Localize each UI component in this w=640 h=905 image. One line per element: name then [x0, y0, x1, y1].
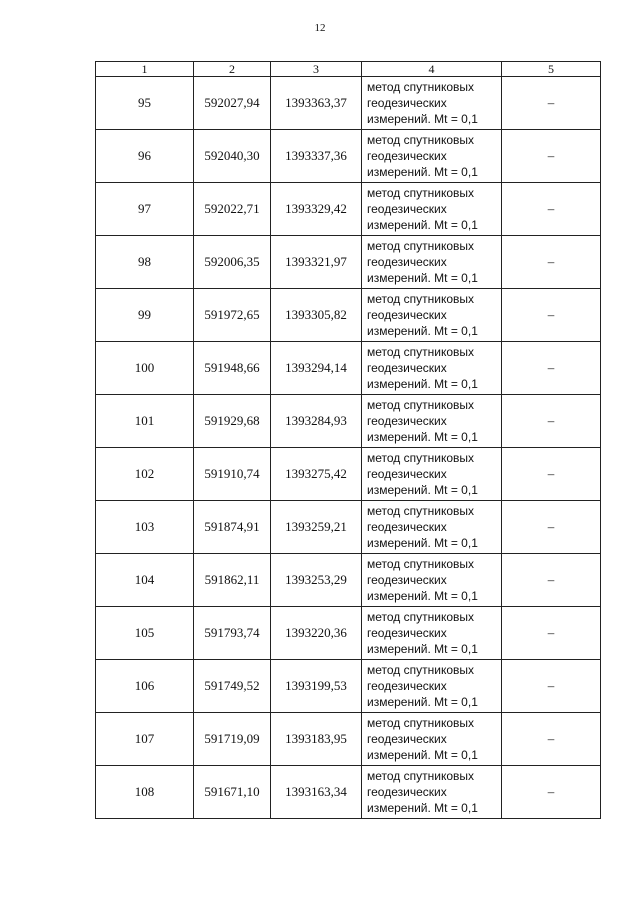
method-text-line: измерений. Mt = 0,1 — [367, 165, 478, 179]
method-text-line: измерений. Mt = 0,1 — [367, 218, 478, 232]
y-coordinate-cell: 1393329,42 — [271, 183, 362, 236]
y-coordinate-cell: 1393253,29 — [271, 554, 362, 607]
x-coordinate-cell: 591862,11 — [194, 554, 271, 607]
y-coordinate-cell: 1393284,93 — [271, 395, 362, 448]
method-text-line: измерений. Mt = 0,1 — [367, 748, 478, 762]
note-cell: – — [502, 448, 601, 501]
x-coordinate-cell: 591793,74 — [194, 607, 271, 660]
point-number-cell: 95 — [96, 77, 194, 130]
method-text-line: метод спутниковых — [367, 239, 475, 253]
note-cell: – — [502, 501, 601, 554]
method-text-line: геодезических — [367, 96, 447, 110]
x-coordinate-cell: 591749,52 — [194, 660, 271, 713]
y-coordinate-cell: 1393183,95 — [271, 713, 362, 766]
coordinates-table — [95, 61, 601, 819]
note-cell: – — [502, 342, 601, 395]
point-number-cell: 100 — [96, 342, 194, 395]
point-number-cell: 98 — [96, 236, 194, 289]
note-cell: – — [502, 77, 601, 130]
method-cell — [362, 77, 502, 130]
point-number-cell: 96 — [96, 130, 194, 183]
point-number-cell: 105 — [96, 607, 194, 660]
method-text-line: геодезических — [367, 520, 447, 534]
y-coordinate-cell: 1393294,14 — [271, 342, 362, 395]
table-row — [96, 448, 601, 501]
method-text-line: измерений. Mt = 0,1 — [367, 324, 478, 338]
x-coordinate-cell: 592040,30 — [194, 130, 271, 183]
point-number-cell: 104 — [96, 554, 194, 607]
table-row — [96, 77, 601, 130]
method-cell — [362, 395, 502, 448]
y-coordinate-cell: 1393275,42 — [271, 448, 362, 501]
note-cell: – — [502, 713, 601, 766]
page-number: 12 — [314, 22, 326, 34]
table-row — [96, 501, 601, 554]
method-text-line: измерений. Mt = 0,1 — [367, 112, 478, 126]
method-text-line: геодезических — [367, 573, 447, 587]
method-text-line: геодезических — [367, 149, 447, 163]
point-number-cell: 108 — [96, 766, 194, 819]
point-number-cell: 99 — [96, 289, 194, 342]
x-coordinate-cell: 592006,35 — [194, 236, 271, 289]
method-cell — [362, 766, 502, 819]
table-row — [96, 660, 601, 713]
method-text-line: метод спутниковых — [367, 769, 475, 783]
header-cell-5: 5 — [502, 62, 601, 77]
point-number-cell: 102 — [96, 448, 194, 501]
method-text-line: метод спутниковых — [367, 610, 475, 624]
method-text-line: измерений. Mt = 0,1 — [367, 430, 478, 444]
method-text-line: геодезических — [367, 414, 447, 428]
method-text-line: измерений. Mt = 0,1 — [367, 642, 478, 656]
table-row — [96, 395, 601, 448]
y-coordinate-cell: 1393337,36 — [271, 130, 362, 183]
point-number-cell: 107 — [96, 713, 194, 766]
method-text-line: измерений. Mt = 0,1 — [367, 483, 478, 497]
header-row — [96, 62, 601, 77]
x-coordinate-cell: 591671,10 — [194, 766, 271, 819]
method-text-line: измерений. Mt = 0,1 — [367, 536, 478, 550]
method-text-line: геодезических — [367, 308, 447, 322]
method-text-line: измерений. Mt = 0,1 — [367, 695, 478, 709]
method-text-line: метод спутниковых — [367, 716, 475, 730]
method-cell — [362, 183, 502, 236]
method-text-line: метод спутниковых — [367, 398, 475, 412]
method-cell — [362, 448, 502, 501]
x-coordinate-cell: 592027,94 — [194, 77, 271, 130]
note-cell: – — [502, 236, 601, 289]
method-text-line: измерений. Mt = 0,1 — [367, 377, 478, 391]
table-row — [96, 183, 601, 236]
note-cell: – — [502, 183, 601, 236]
method-cell — [362, 236, 502, 289]
method-text-line: метод спутниковых — [367, 133, 475, 147]
method-text-line: геодезических — [367, 361, 447, 375]
method-cell — [362, 130, 502, 183]
x-coordinate-cell: 591972,65 — [194, 289, 271, 342]
point-number-cell: 97 — [96, 183, 194, 236]
method-cell — [362, 660, 502, 713]
method-text-line: геодезических — [367, 255, 447, 269]
y-coordinate-cell: 1393363,37 — [271, 77, 362, 130]
note-cell: – — [502, 766, 601, 819]
header-cell-4: 4 — [362, 62, 502, 77]
method-text-line: метод спутниковых — [367, 557, 475, 571]
method-text-line: геодезических — [367, 626, 447, 640]
table-row — [96, 607, 601, 660]
x-coordinate-cell: 591948,66 — [194, 342, 271, 395]
method-text-line: метод спутниковых — [367, 451, 475, 465]
y-coordinate-cell: 1393305,82 — [271, 289, 362, 342]
table-row — [96, 289, 601, 342]
x-coordinate-cell: 592022,71 — [194, 183, 271, 236]
table-row — [96, 236, 601, 289]
table-body — [96, 77, 601, 819]
y-coordinate-cell: 1393163,34 — [271, 766, 362, 819]
header-cell-3: 3 — [271, 62, 362, 77]
y-coordinate-cell: 1393259,21 — [271, 501, 362, 554]
note-cell: – — [502, 554, 601, 607]
note-cell: – — [502, 130, 601, 183]
note-cell: – — [502, 395, 601, 448]
point-number-cell: 106 — [96, 660, 194, 713]
method-text-line: геодезических — [367, 202, 447, 216]
method-text-line: метод спутниковых — [367, 504, 475, 518]
method-text-line: геодезических — [367, 467, 447, 481]
table-row — [96, 342, 601, 395]
table-header — [96, 62, 601, 77]
method-text-line: метод спутниковых — [367, 292, 475, 306]
table-row — [96, 130, 601, 183]
method-text-line: метод спутниковых — [367, 345, 475, 359]
x-coordinate-cell: 591874,91 — [194, 501, 271, 554]
table-row — [96, 713, 601, 766]
method-text-line: метод спутниковых — [367, 663, 475, 677]
x-coordinate-cell: 591719,09 — [194, 713, 271, 766]
note-cell: – — [502, 289, 601, 342]
note-cell: – — [502, 660, 601, 713]
method-cell — [362, 554, 502, 607]
method-text-line: геодезических — [367, 679, 447, 693]
x-coordinate-cell: 591910,74 — [194, 448, 271, 501]
method-cell — [362, 289, 502, 342]
method-cell — [362, 607, 502, 660]
method-cell — [362, 342, 502, 395]
point-number-cell: 103 — [96, 501, 194, 554]
note-cell: – — [502, 607, 601, 660]
method-text-line: метод спутниковых — [367, 80, 475, 94]
table-row — [96, 766, 601, 819]
header-cell-1: 1 — [96, 62, 194, 77]
method-text-line: метод спутниковых — [367, 186, 475, 200]
x-coordinate-cell: 591929,68 — [194, 395, 271, 448]
method-text-line: геодезических — [367, 732, 447, 746]
y-coordinate-cell: 1393199,53 — [271, 660, 362, 713]
y-coordinate-cell: 1393220,36 — [271, 607, 362, 660]
method-cell — [362, 713, 502, 766]
point-number-cell: 101 — [96, 395, 194, 448]
method-text-line: измерений. Mt = 0,1 — [367, 589, 478, 603]
y-coordinate-cell: 1393321,97 — [271, 236, 362, 289]
method-text-line: измерений. Mt = 0,1 — [367, 801, 478, 815]
method-text-line: измерений. Mt = 0,1 — [367, 271, 478, 285]
table-row — [96, 554, 601, 607]
method-text-line: геодезических — [367, 785, 447, 799]
method-cell — [362, 501, 502, 554]
header-cell-2: 2 — [194, 62, 271, 77]
